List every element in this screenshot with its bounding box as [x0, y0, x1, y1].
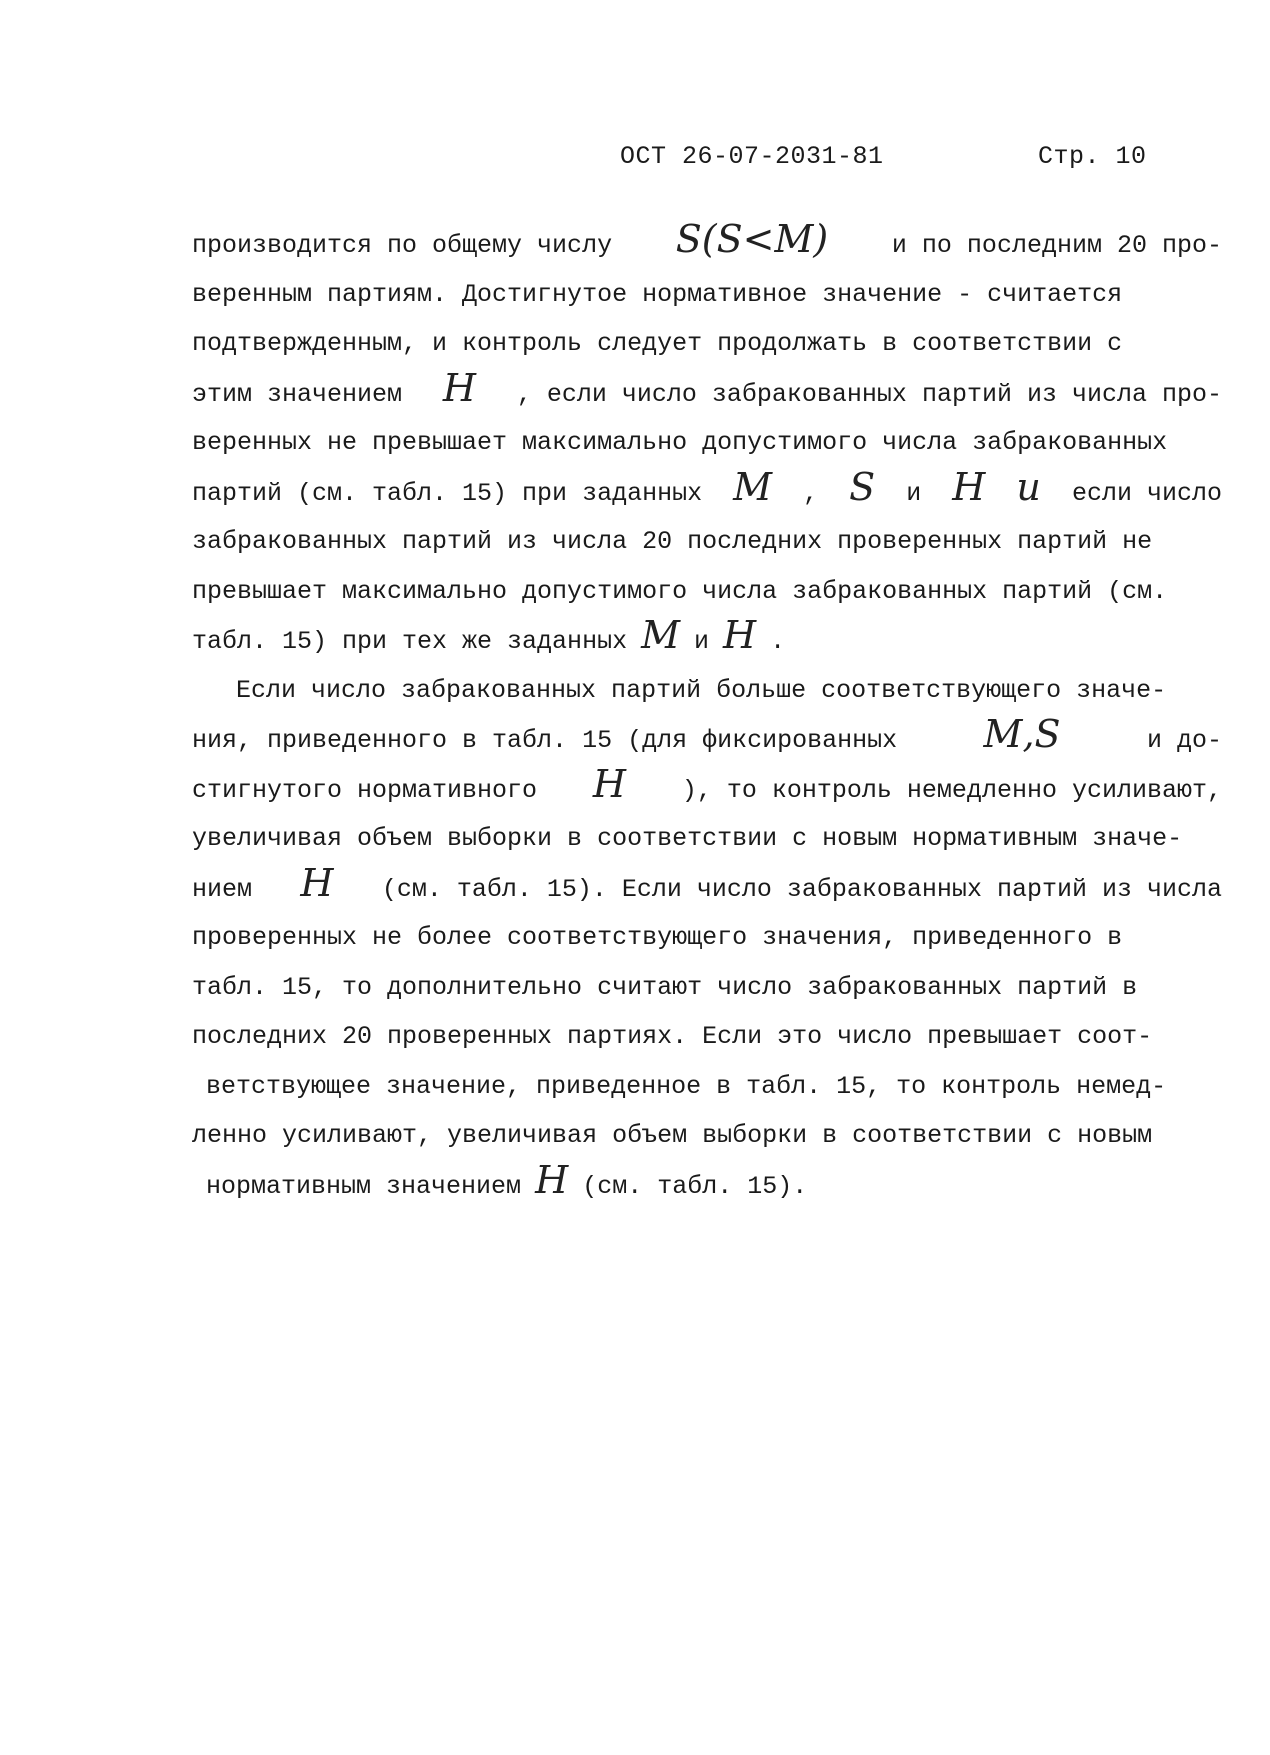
text-fragment: (см. табл. 15).	[582, 1171, 808, 1201]
handwritten-symbol: H	[535, 1157, 569, 1202]
text-line	[192, 1062, 1222, 1112]
body-text	[192, 217, 1222, 1210]
text-line	[192, 1111, 1222, 1161]
document-code: ОСТ 26-07-2031-81	[620, 142, 884, 171]
handwritten-symbol: H	[952, 464, 986, 509]
text-fragment: превышает максимально допустимого числа забракованных партий (см.	[192, 576, 1168, 606]
text-line	[192, 1157, 1222, 1211]
text-fragment: табл. 15, то дополнительно считают число забракованных партий в	[192, 972, 1138, 1002]
text-fragment: увеличивая объем выборки в соответствии с новым нормативным значе-	[192, 824, 1183, 853]
handwritten-symbol: и	[1016, 464, 1041, 509]
text-fragment: проверенных не более соответствующего значения, приведенного в	[192, 923, 1123, 952]
text-line	[192, 712, 1222, 765]
text-fragment: этим значением	[192, 379, 403, 409]
text-line	[192, 517, 1222, 567]
handwritten-symbol: H	[300, 860, 334, 905]
text-fragment: веренным партиям. Достигнутое нормативное значение - считается	[192, 279, 1123, 309]
text-line	[192, 613, 1222, 666]
text-fragment: Если число забракованных партий больше соответствующего значе-	[236, 675, 1167, 705]
text-line	[192, 567, 1222, 617]
text-fragment: подтвержденным, и контроль следует продолжать в соответствии с	[192, 329, 1123, 358]
handwritten-symbol: H	[592, 761, 627, 806]
text-fragment: нормативным значением	[206, 1171, 522, 1201]
handwritten-symbol: M	[641, 613, 680, 657]
handwritten-symbol: M,S	[983, 712, 1061, 756]
text-line	[192, 814, 1222, 864]
text-fragment: нием	[192, 874, 253, 904]
text-fragment: ния, приведенного в табл. 15 (для фиксированных	[192, 726, 898, 755]
text-fragment: последних 20 проверенных партиях. Если это число превышает соот-	[192, 1022, 1153, 1051]
text-fragment: ), то контроль немедленно усиливают,	[681, 775, 1222, 805]
text-fragment: ,	[803, 478, 819, 508]
text-fragment: производится по общему числу	[192, 231, 613, 260]
text-line	[192, 319, 1222, 369]
text-fragment: табл. 15) при тех же заданных	[192, 627, 628, 656]
text-fragment: забракованных партий из числа 20 последних проверенных партий не	[192, 527, 1153, 556]
text-line	[192, 761, 1222, 815]
handwritten-symbol: H	[442, 365, 477, 410]
text-line	[192, 913, 1222, 963]
text-line	[192, 270, 1222, 320]
text-line	[192, 418, 1222, 468]
handwritten-symbol: H	[723, 613, 757, 657]
text-line	[192, 1012, 1222, 1062]
text-fragment: ленно усиливают, увеличивая объем выборки в соответствии с новым	[192, 1121, 1153, 1150]
text-fragment: и	[694, 627, 710, 656]
text-line	[192, 666, 1222, 716]
handwritten-symbol: M	[733, 464, 773, 509]
text-fragment: .	[770, 627, 786, 656]
text-fragment: если число	[1071, 478, 1222, 508]
text-fragment: (см. табл. 15). Если число забракованных партий из числа	[381, 874, 1222, 904]
text-fragment: и	[906, 478, 922, 508]
text-line	[192, 464, 1222, 518]
text-fragment: ветствующее значение, приведенное в табл. 15, то контроль немед-	[206, 1071, 1167, 1101]
page-number: Стр. 10	[1038, 142, 1147, 171]
handwritten-symbol: S(S<M)	[675, 217, 829, 261]
text-line	[192, 860, 1222, 914]
text-fragment: партий (см. табл. 15) при заданных	[192, 478, 703, 508]
text-fragment: , если число забракованных партий из числа про-	[516, 379, 1222, 409]
text-fragment: стигнутого нормативного	[192, 775, 538, 805]
text-line	[192, 365, 1222, 419]
text-fragment: веренных не превышает максимально допустимого числа забракованных	[192, 428, 1168, 457]
handwritten-symbol: S	[849, 464, 876, 509]
text-fragment: и до-	[1146, 726, 1222, 755]
text-line	[192, 217, 1222, 270]
text-fragment: и по последним 20 про-	[891, 231, 1222, 260]
text-line	[192, 963, 1222, 1013]
